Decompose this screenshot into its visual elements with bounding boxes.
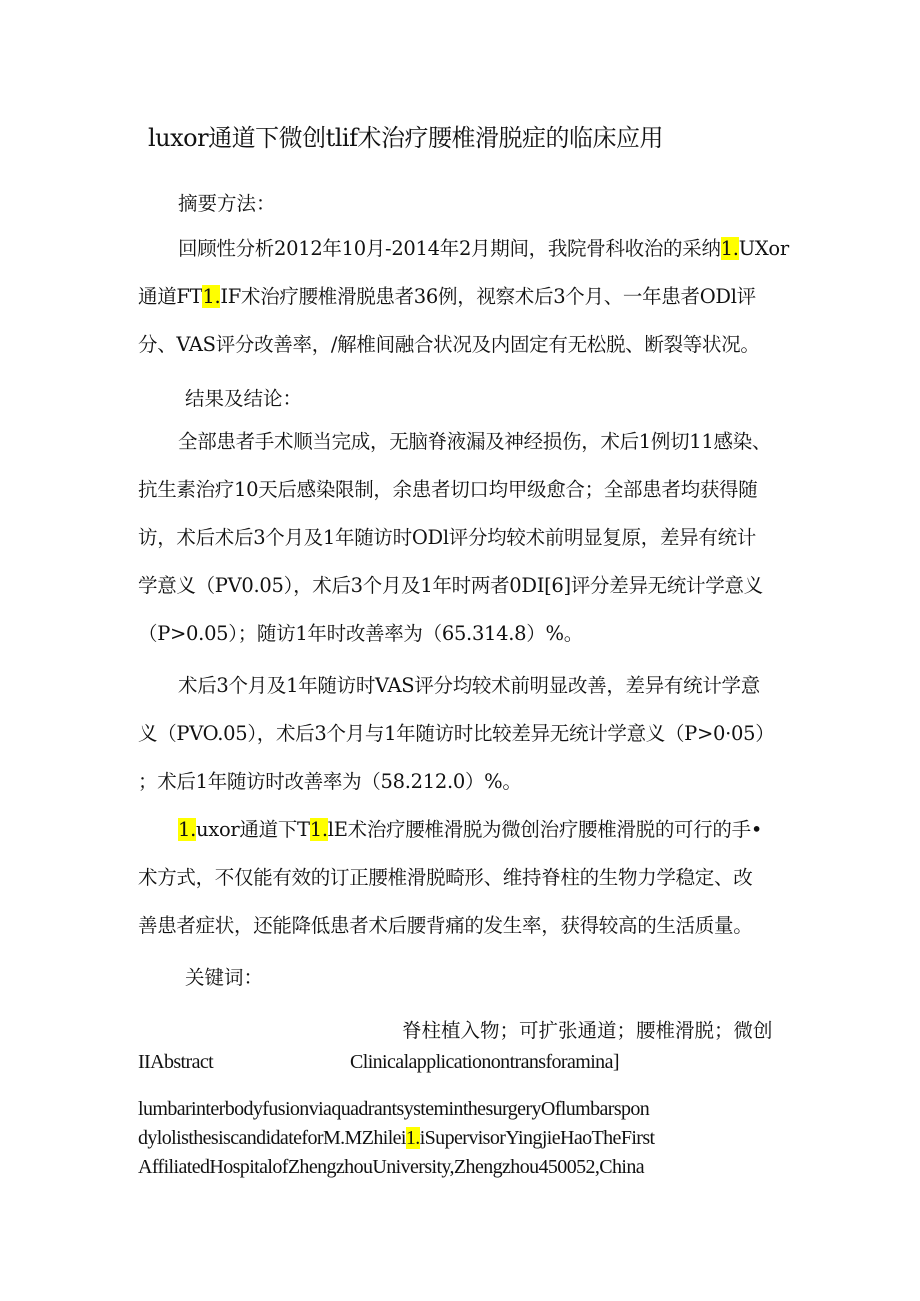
methods-text: 通道FT bbox=[138, 285, 203, 308]
conclusion-paragraph bbox=[138, 806, 790, 950]
highlight-mark: 1. bbox=[309, 818, 328, 841]
highlight-mark: 1. bbox=[720, 237, 739, 260]
results1-line-2: 抗生素治疗10天后感染限制，余患者切口均甲级愈合；全部患者均获得随 bbox=[138, 478, 758, 501]
methods-text: IF术治疗腰椎滑脱患者36例，视察术后3个月、一年患者ODl评 bbox=[220, 285, 756, 308]
methods-line-3: 分、VAS评分改善率，/解椎间融合状况及内固定有无松脱、断裂等状况。 bbox=[138, 333, 760, 356]
results1-line-5: （P>0.05）；随访1年时改善率为（65.314.8）%。 bbox=[138, 622, 583, 645]
results-heading: 结果及结论： bbox=[185, 387, 303, 410]
results2-line-3: ；术后1年随访时改善率为（58.212.0）%。 bbox=[138, 770, 522, 793]
highlight-mark: 1. bbox=[202, 285, 221, 308]
keywords-heading: 关键词： bbox=[185, 966, 264, 989]
conclusion-text: lE术治疗腰椎滑脱为微创治疗腰椎滑脱的可行的手• bbox=[327, 818, 763, 841]
highlight-mark: 1. bbox=[405, 1127, 420, 1149]
abstract-title: Clinicalapplicationontransforamina] bbox=[350, 1051, 619, 1073]
methods-line-1 bbox=[138, 225, 790, 273]
conclusion-line-3: 善患者症状，还能降低患者术后腰背痛的发生率，获得较高的生活质量。 bbox=[138, 914, 753, 937]
conclusion-line-1 bbox=[138, 806, 790, 854]
results1-line-1: 全部患者手术顺当完成，无脑脊液漏及神经损伤，术后1例切11感染、 bbox=[178, 430, 772, 453]
methods-text: UXor bbox=[738, 237, 789, 260]
abstract-text: dylolisthesiscandidateforM.MZhilei bbox=[138, 1127, 406, 1149]
results-paragraph-2 bbox=[138, 662, 790, 806]
abstract-line-1: lumbarinterbodyfusionviaquadrantsysteminthesurgeryOflumbarspon bbox=[138, 1098, 650, 1120]
methods-paragraph bbox=[138, 225, 790, 369]
results-paragraph-1 bbox=[138, 418, 790, 658]
abstract-text: iSupervisorYingjieHaoTheFirst bbox=[419, 1127, 655, 1149]
document-title: luxor通道下微创tlif术治疗腰椎滑脱症的临床应用 bbox=[148, 124, 663, 152]
abstract-body bbox=[138, 1095, 798, 1182]
methods-text: 回顾性分析2012年10月-2014年2月期间，我院骨科收治的采纳 bbox=[178, 237, 721, 260]
abstract-line-3: AffiliatedHospitalofZhengzhouUniversity,Zhengzhou450052,China bbox=[138, 1156, 645, 1178]
methods-heading: 摘要方法： bbox=[178, 192, 276, 215]
results1-line-4: 学意义（PV0.05），术后3个月及1年时两者0DI[6]评分差异无统计学意义 bbox=[138, 574, 763, 597]
conclusion-line-2: 术方式，不仅能有效的订正腰椎滑脱畸形、维持脊柱的生物力学稳定、改 bbox=[138, 866, 753, 889]
results2-line-2: 义（PVO.05），术后3个月与1年随访时比较差异无统计学意义（P>0·05） bbox=[138, 722, 775, 745]
highlight-mark: 1. bbox=[178, 818, 197, 841]
results2-line-1: 术后3个月及1年随访时VAS评分均较术前明显改善，差异有统计学意 bbox=[178, 674, 760, 697]
methods-line-2 bbox=[138, 273, 790, 321]
abstract-label: IIAbstract bbox=[138, 1051, 214, 1073]
keywords-text: 脊柱植入物；可扩张通道；腰椎滑脱；微创 bbox=[402, 1019, 773, 1042]
results1-line-3: 访，术后术后3个月及1年随访时ODl评分均较术前明显复原，差异有统计 bbox=[138, 526, 756, 549]
abstract-line-2 bbox=[138, 1124, 798, 1153]
conclusion-text: uxor通道下T bbox=[196, 818, 310, 841]
